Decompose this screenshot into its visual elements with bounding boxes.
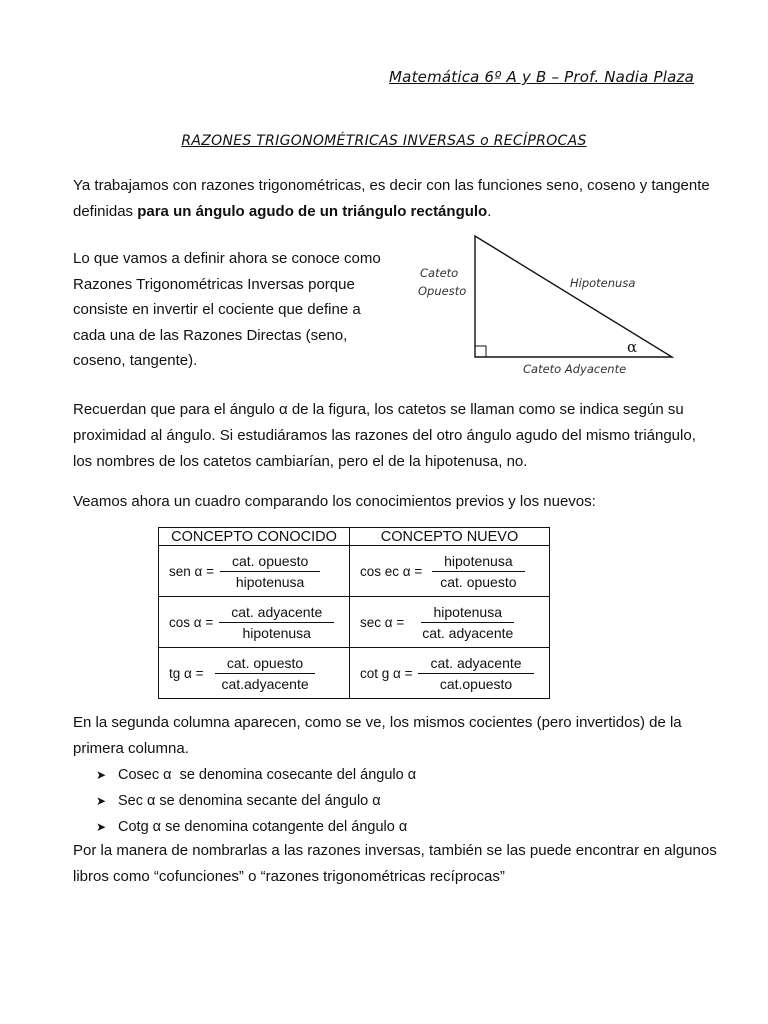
bullet-tail: se denomina cotangente del ángulo α [161,819,408,835]
denominator: cat.adyacente [221,675,309,692]
angle-alpha-label: α [627,338,638,356]
bullet-tail: se denomina secante del ángulo α [155,793,381,809]
fraction [220,553,320,590]
bullet-head: Cosec α [118,767,172,783]
header-concepto-nuevo: CONCEPTO NUEVO [350,528,550,546]
arrowhead-bullet-icon: ➤ [96,768,107,782]
table-row [159,597,550,648]
known-cell-tg [159,648,350,699]
intro-paragraph [73,173,713,225]
formula-lhs: sec α = [360,614,405,630]
header-concepto-conocido: CONCEPTO CONOCIDO [159,528,350,546]
fraction [410,604,525,641]
table-row [159,648,550,699]
denominator: hipotenusa [235,573,305,590]
intro-bold-text: para un ángulo agudo de un triángulo rectángulo [137,203,488,220]
numerator: hipotenusa [421,604,514,623]
new-cell-cotg [350,648,550,699]
numerator: cat. adyacente [219,604,334,623]
label-cateto-opuesto-line2: Opuesto [418,284,467,298]
bullet-head: Cotg α [118,819,162,835]
recall-paragraph: Recuerdan que para el ángulo α de la figura, los catetos se llaman como se indica según su proximidad al ángulo. Si estudiáramos las razones del otro ángulo agudo del mismo triángulo, los nombres de los catetos cambiarían, pero el de la hipotenusa, no. [73,401,696,470]
table-intro-paragraph: Veamos ahora un cuadro comparando los conocimientos previos y los nuevos: [73,493,596,510]
fraction [219,604,334,641]
numerator: cat. opuesto [215,655,315,674]
new-cell-cosec [350,546,550,597]
page-header: Matemática 6º A y B – Prof. Nadia Plaza [389,68,694,86]
formula-lhs: tg α = [169,665,204,681]
intro-text: Ya trabajamos con razones trigonométricas, es decir con las funciones seno, coseno y tangente definidas [73,177,710,220]
label-hipotenusa: Hipotenusa [570,276,636,290]
fraction [209,655,320,692]
arrowhead-bullet-icon: ➤ [96,794,107,808]
denominator: cat. adyacente [422,624,514,641]
numerator: cat. adyacente [418,655,533,674]
known-cell-sen [159,546,350,597]
list-item [96,762,416,788]
known-cell-cos [159,597,350,648]
right-angle-marker [475,346,486,357]
label-cateto-opuesto-line1: Cateto [420,266,459,280]
bullet-list [96,762,416,840]
denominator: hipotenusa [242,624,311,641]
numerator: cat. opuesto [220,553,320,572]
fraction [428,553,528,590]
formula-lhs: cos ec α = [360,563,423,579]
formula-lhs: sen α = [169,563,214,579]
denominator: cat.opuesto [439,675,513,692]
table-header-row [159,528,550,546]
formula-lhs: cos α = [169,614,214,630]
bullet-tail: se denomina cosecante del ángulo α [171,767,417,783]
numerator: hipotenusa [432,553,525,572]
bullet-head: Sec α [118,793,156,809]
comparison-table [158,527,550,699]
table-row [159,546,550,597]
definition-paragraph: Lo que vamos a definir ahora se conoce como Razones Trigonométricas Inversas porque consiste en invertir el cociente que define a cada una de las Razones Directas (seno, coseno, tangente). [73,250,381,369]
formula-lhs: cot g α = [360,665,413,681]
list-item [96,814,416,840]
page-title: RAZONES TRIGONOMÉTRICAS INVERSAS o RECÍPROCAS [181,133,587,149]
intro-period: . [487,203,492,220]
label-cateto-adyacente: Cateto Adyacente [523,362,627,376]
after-table-paragraph: En la segunda columna aparecen, como se ve, los mismos cocientes (pero invertidos) de la primera columna. [73,714,682,757]
closing-paragraph: Por la manera de nombrarlas a las razones inversas, también se las puede encontrar en algunos libros como “cofunciones” o “razones trigonométricas recíprocas” [73,842,717,885]
denominator: cat. opuesto [440,573,517,590]
fraction [418,655,533,692]
triangle-shape [475,236,672,357]
list-item [96,788,416,814]
arrowhead-bullet-icon: ➤ [96,820,107,834]
new-cell-sec [350,597,550,648]
